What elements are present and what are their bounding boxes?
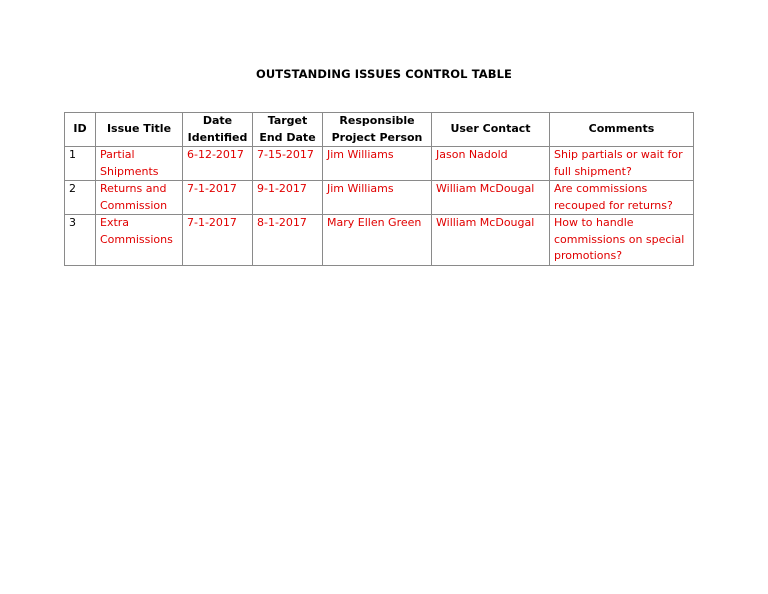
cell-responsible-person: Jim Williams [323, 181, 432, 215]
cell-date-identified: 7-1-2017 [183, 181, 253, 215]
cell-id: 2 [65, 181, 96, 215]
column-header-responsible-person: Responsible Project Person [323, 113, 432, 147]
table-row [65, 181, 694, 215]
cell-date-identified: 7-1-2017 [183, 215, 253, 266]
cell-issue-title: Returns and Commission [96, 181, 183, 215]
cell-issue-title: Partial Shipments [96, 147, 183, 181]
page-title: OUTSTANDING ISSUES CONTROL TABLE [255, 67, 513, 81]
cell-comments: How to handle commissions on special promotions? [550, 215, 694, 266]
cell-user-contact: William McDougal [432, 181, 550, 215]
cell-target-end-date: 8-1-2017 [253, 215, 323, 266]
cell-target-end-date: 7-15-2017 [253, 147, 323, 181]
column-header-user-contact: User Contact [432, 113, 550, 147]
cell-comments: Are commissions recouped for returns? [550, 181, 694, 215]
cell-target-end-date: 9-1-2017 [253, 181, 323, 215]
cell-responsible-person: Jim Williams [323, 147, 432, 181]
column-header-id: ID [65, 113, 96, 147]
cell-responsible-person: Mary Ellen Green [323, 215, 432, 266]
outstanding-issues-table [64, 112, 694, 266]
column-header-comments: Comments [550, 113, 694, 147]
header-row [65, 113, 694, 147]
table-row [65, 215, 694, 266]
cell-id: 3 [65, 215, 96, 266]
cell-issue-title: Extra Commissions [96, 215, 183, 266]
cell-id: 1 [65, 147, 96, 181]
table-row [65, 147, 694, 181]
cell-comments: Ship partials or wait for full shipment? [550, 147, 694, 181]
column-header-target-end-date: Target End Date [253, 113, 323, 147]
column-header-issue-title: Issue Title [96, 113, 183, 147]
cell-date-identified: 6-12-2017 [183, 147, 253, 181]
cell-user-contact: Jason Nadold [432, 147, 550, 181]
cell-user-contact: William McDougal [432, 215, 550, 266]
column-header-date-identified: Date Identified [183, 113, 253, 147]
